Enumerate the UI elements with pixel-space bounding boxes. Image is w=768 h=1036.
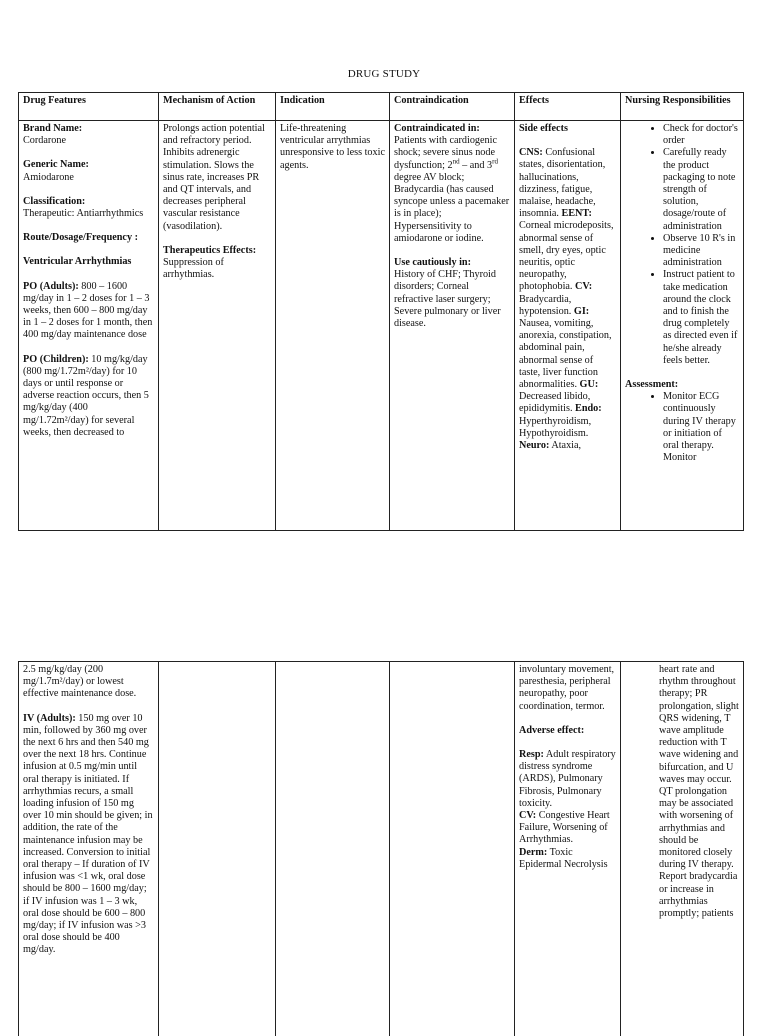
contraindication-text: Patients with cardiogenic shock; severe sinus node dysfunction; 2nd – and 3rd degree AV block; Bradycardia (has caused syncope unless a pacemaker is in place); Hypersensitivity to amiodarone or iodine. bbox=[394, 135, 510, 245]
iv-adult-dose: 150 mg over 10 min, followed by 360 mg over the next 6 hrs and then 540 mg over the next 18 hrs. Continue infusion at 0.5 mg/min until oral therapy is initiated. If arrhythmias recurs, a small loading infusion of 150 mg over 10 min should be given; in addition, the rate of the maintenance infusion may be increased. Conversion to initial oral therapy – If duration of IV infusion was <1 wk, oral dose should be 800 – 1600 mg/day; if IV infusion was 1 – 3 wk, oral dose should be 600 – 800 mg/day; if IV infusion was >3 oral dose should be 400 mg/day. bbox=[23, 713, 153, 956]
indication-cell-cont bbox=[276, 662, 390, 1036]
indication-text: Life-threatening ventricular arrythmias unresponsive to less toxic agents. bbox=[280, 123, 385, 172]
list-item: • Monitor ECG continuously during IV therapy or initiation of oral therapy. Monitor bbox=[663, 391, 739, 464]
nursing-cell-cont bbox=[621, 662, 744, 1036]
brand-label: Brand Name: bbox=[23, 123, 82, 134]
list-item: • Check for doctor's order bbox=[663, 123, 739, 147]
assessment-label: Assessment: bbox=[625, 379, 678, 390]
table-row bbox=[19, 662, 744, 1036]
therapeutic-text: Suppression of arrhythmias. bbox=[163, 257, 271, 281]
contraindication-cell bbox=[390, 121, 515, 531]
classification: Therapeutic: Antiarrhythmics bbox=[23, 208, 154, 220]
monitor-cont: heart rate and rhythm throughout therapy; PR prolongation, slight QRS widening, T wave amplitude reduction with T wave widening and bifurcation, and U waves may occur. QT prolongation may be associated with worsening of arrhythmias and should be monitored closely during IV therapy. Report bradycardia or increase in arrhythmias promptly; patients bbox=[625, 664, 739, 920]
side-effects-label: Side effects bbox=[519, 123, 568, 134]
drug-features-cell bbox=[19, 121, 159, 531]
header-drug-features: Drug Features bbox=[19, 93, 159, 121]
indication-cell bbox=[276, 121, 390, 531]
contraindication-cell-cont bbox=[390, 662, 515, 1036]
caution-label: Use cautiously in: bbox=[394, 257, 471, 268]
assessment-list bbox=[625, 391, 739, 464]
document-title: DRUG STUDY bbox=[0, 68, 768, 80]
po-child-dose-cont: 2.5 mg/kg/day (200 mg/1.7m²/day) or lowest effective maintenance dose. bbox=[23, 664, 154, 701]
therapeutic-label: Therapeutics Effects: bbox=[163, 245, 256, 256]
brand-name: Cordarone bbox=[23, 135, 154, 147]
po-child-label: PO (Children): bbox=[23, 354, 89, 365]
generic-name: Amiodarone bbox=[23, 172, 154, 184]
ventricular-label: Ventricular Arrhythmias bbox=[23, 256, 131, 267]
nursing-cell bbox=[621, 121, 744, 531]
nursing-list bbox=[625, 123, 739, 367]
header-mechanism: Mechanism of Action bbox=[159, 93, 276, 121]
iv-adult-label: IV (Adults): bbox=[23, 713, 76, 724]
effects-cell-cont bbox=[515, 662, 621, 1036]
drug-study-table-continued bbox=[18, 661, 744, 1036]
effects-cell bbox=[515, 121, 621, 531]
mechanism-cell bbox=[159, 121, 276, 531]
list-item: • Instruct patient to take medication around the clock and to finish the drug completely as directed even if he/she already feels better. bbox=[663, 269, 739, 367]
header-indication: Indication bbox=[276, 93, 390, 121]
header-nursing: Nursing Responsibilities bbox=[621, 93, 744, 121]
list-item: • Carefully ready the product packaging to note strength of solution, dosage/route of administration bbox=[663, 147, 739, 232]
classification-label: Classification: bbox=[23, 196, 85, 207]
header-effects: Effects bbox=[515, 93, 621, 121]
table-row bbox=[19, 121, 744, 531]
neuro-cont: involuntary movement, paresthesia, peripheral neuropathy, poor coordination, termor. bbox=[519, 664, 616, 713]
header-row bbox=[19, 93, 744, 121]
list-item: • Observe 10 R's in medicine administration bbox=[663, 233, 739, 270]
route-label: Route/Dosage/Frequency : bbox=[23, 232, 138, 243]
drug-study-table bbox=[18, 92, 744, 531]
contraindicated-label: Contraindicated in: bbox=[394, 123, 480, 134]
mechanism-text: Prolongs action potential and refractory period. Inhibits adrenergic stimulation. Slows the sinus rate, increases PR and QT intervals, and decreases peripheral vascular resistance (vasodilation). bbox=[163, 123, 271, 233]
po-child-dose: 10 mg/kg/day (800 mg/1.72m²/day) for 10 days or until response or adverse reaction occurs, then 5 mg/kg/day (400 mg/1.72m²/day) for several weeks, then decreased to bbox=[23, 354, 149, 438]
caution-text: History of CHF; Thyroid disorders; Corneal refractive laser surgery; Severe pulmonary or liver disease. bbox=[394, 269, 510, 330]
cv-adverse-text: CV: Congestive Heart Failure, Worsening of Arrhythmias. bbox=[519, 810, 616, 847]
header-contraindication: Contraindication bbox=[390, 93, 515, 121]
resp-text: Resp: Adult respiratory distress syndrome (ARDS), Pulmonary Fibrosis, Pulmonary toxicity. bbox=[519, 749, 616, 810]
po-adult-dose: 800 – 1600 mg/day in 1 – 2 doses for 1 – 3 weeks, then 600 – 800 mg/day in 1 – 2 doses for 1 month, then 400 mg/day maintenance dose bbox=[23, 281, 152, 341]
adverse-effect-label: Adverse effect: bbox=[519, 725, 584, 736]
generic-label: Generic Name: bbox=[23, 159, 89, 170]
drug-features-cell-cont bbox=[19, 662, 159, 1036]
derm-text: Derm: Toxic Epidermal Necrolysis bbox=[519, 847, 616, 871]
side-effects-text: CNS: Confusional states, disorientation, hallucinations, dizziness, fatigue, malaise, headache, insomnia. EENT: Corneal microdeposits, abnormal sense of smell, dry eyes, optic neuritis, optic neuropathy, photophobia. CV: Bradycardia, hypotension. GI: Nausea, vomiting, anorexia, constipation, abdominal pain, abnormal sense of taste, liver function abnormalities. GU: Decreased libido, epididymitis. Endo: Hyperthyroidism, Hypothyroidism. Neuro: Ataxia, bbox=[519, 147, 616, 452]
po-adult-label: PO (Adults): bbox=[23, 281, 79, 292]
mechanism-cell-cont bbox=[159, 662, 276, 1036]
